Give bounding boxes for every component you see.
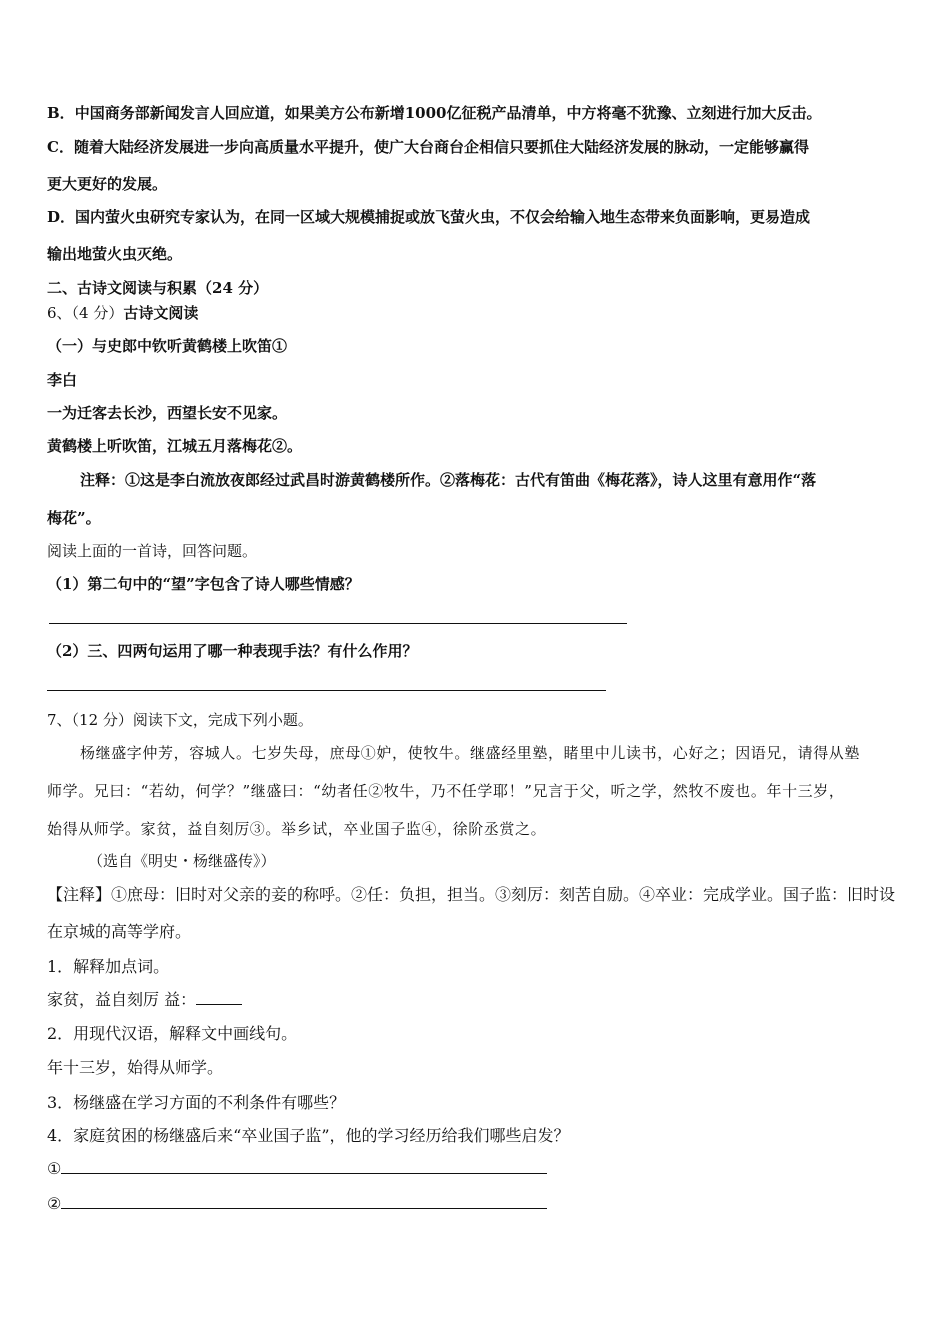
option-c	[47, 137, 809, 157]
option-text: 国内萤火虫研究专家认为，在同一区域大规模捕捉或放飞萤火虫，不仅会给输入地生态带来负面影响，更易造成	[75, 208, 811, 226]
answer-line[interactable]	[49, 623, 627, 624]
passage-source: （选自《明史・杨继盛传》）	[88, 852, 276, 870]
passage-line-3: 始得从师学。家贫，益自刻厉③。举乡试，卒业国子监④，徐阶丞赏之。	[47, 820, 547, 838]
answer-row-2	[47, 1194, 547, 1214]
q6-sub-question-2: （2）三、四两句运用了哪一种表现手法？有什么作用？	[47, 642, 418, 660]
poem-line-1: 一为迁客去长沙，西望长安不见家。	[47, 404, 288, 422]
q6-sub-question-1: （1）第二句中的“望”字包含了诗人哪些情感？	[47, 575, 360, 593]
q7-sub-question-3: 3．杨继盛在学习方面的不利条件有哪些？	[47, 1093, 346, 1112]
option-label: B．	[47, 104, 75, 122]
q6-title: 古诗文阅读	[123, 304, 199, 322]
option-label: D．	[47, 208, 76, 226]
option-d-cont: 输出地萤火虫灭绝。	[47, 245, 183, 263]
option-text: 随着大陆经济发展进一步向高质量水平提升，使广大台商台企相信只要抓住大陆经济发展的脉动，一定能够赢得	[73, 138, 809, 156]
q7-note-cont: 在京城的高等学府。	[47, 922, 192, 941]
q7-sub-question-1-item	[47, 990, 242, 1010]
option-d	[47, 207, 810, 227]
q6-instruction: 阅读上面的一首诗，回答问题。	[47, 542, 258, 560]
q7-sub-question-1: 1．解释加点词。	[47, 957, 170, 976]
section-title: 二、古诗文阅读与积累（24 分）	[47, 279, 269, 297]
q6-header	[47, 303, 198, 323]
option-b	[47, 103, 821, 123]
q7-sub-question-2-item: 年十三岁，始得从师学。	[47, 1058, 224, 1077]
poem-note-cont: 梅花”。	[47, 509, 101, 527]
answer-marker: ①	[47, 1159, 62, 1178]
answer-row-1	[47, 1159, 547, 1179]
item-text: 家贫，益自刻厉 益：	[47, 990, 197, 1009]
answer-blank[interactable]	[196, 990, 242, 1005]
answer-marker: ②	[47, 1194, 62, 1213]
q7-sub-question-2: 2．用现代汉语，解释文中画线句。	[47, 1024, 298, 1043]
poem-note: 注释：①这是李白流放夜郎经过武昌时游黄鹤楼所作。②落梅花：古代有笛曲《梅花落》，诗人这里有意用作“落	[80, 471, 817, 489]
q7-sub-question-4: 4．家庭贫困的杨继盛后来“卒业国子监”，他的学习经历给我们哪些启发？	[47, 1126, 570, 1145]
passage-line-1: 杨继盛字仲芳，容城人。七岁失母，庶母①妒，使牧牛。继盛经里塾，睹里中儿读书，心好之；因语兄，请得从塾	[80, 744, 861, 762]
option-c-cont: 更大更好的发展。	[47, 175, 168, 193]
option-text: 中国商务部新闻发言人回应道，如果美方公布新增1000亿征税产品清单，中方将毫不犹豫、立刻进行加大反击。	[74, 104, 822, 122]
passage-line-2: 师学。兄曰：“若幼，何学？”继盛曰：“幼者任②牧牛，乃不任学耶！”兄言于父，听之学，然牧不废也。年十三岁，	[47, 782, 845, 800]
q7-header: 7、（12 分）阅读下文，完成下列小题。	[47, 711, 313, 729]
poem-line-2: 黄鹤楼上听吹笛，江城五月落梅花②。	[47, 437, 303, 455]
q7-note: 【注释】①庶母：旧时对父亲的妾的称呼。②任：负担，担当。③刻厉：刻苦自励。④卒业：完成学业。国子监：旧时设	[47, 885, 896, 904]
answer-line[interactable]	[61, 1159, 547, 1174]
poem-title: （一）与史郎中钦听黄鹤楼上吹笛①	[47, 337, 288, 355]
answer-line[interactable]	[47, 690, 606, 691]
poem-author: 李白	[47, 371, 78, 389]
q6-number: 6、（4 分）	[47, 304, 124, 322]
answer-line[interactable]	[61, 1194, 547, 1209]
option-label: C．	[47, 138, 74, 156]
